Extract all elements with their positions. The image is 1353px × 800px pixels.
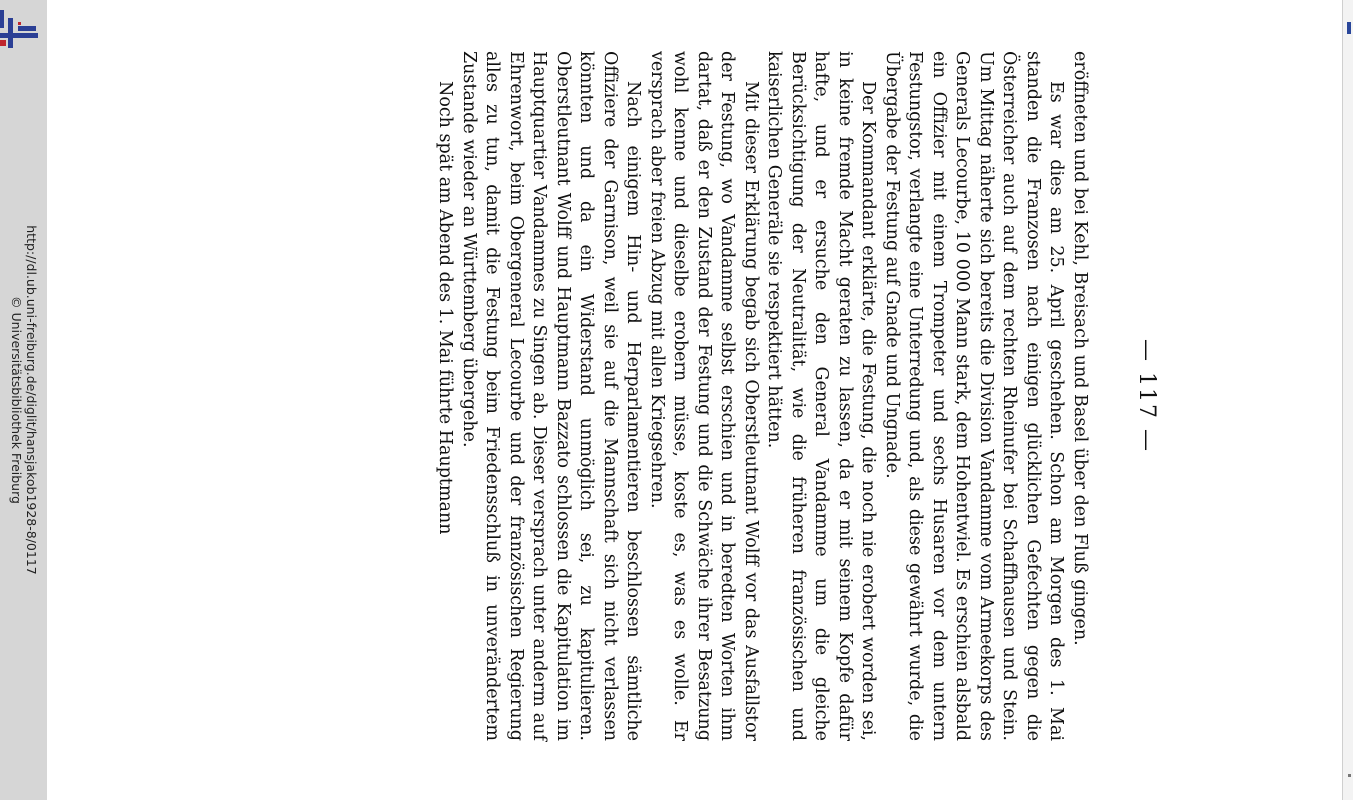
- scanned-book-page: [217, 51, 1177, 741]
- university-library-logo-icon: [0, 10, 40, 50]
- paragraph: eröffneten und bei Kehl, Breisach und Basel über den Fluß gingen.: [1070, 51, 1090, 646]
- paragraph: Mit dieser Erklärung begab sich Oberstleutnant Wolff vor das Ausfallstor der Festung, wo Vandamme selbst erschien und in beredten Worten ihm dartat, daß er den Zustand der Festung und die Schwäche ihrer Besatzung wohl kenne und dieselbe erobern müsse, koste es, was es wolle. Er versprach aber freien Abzug mit allen Kriegsehren.: [647, 51, 761, 741]
- left-margin-bar: [0, 0, 47, 800]
- source-url[interactable]: http://dl.ub.uni-freiburg.de/diglit/hansjakob1928-8/0117: [24, 225, 39, 575]
- copyright-notice: © Universitätsbibliothek Freiburg: [9, 296, 24, 504]
- paragraph: Es war dies am 25. April geschehen. Schon am Morgen des 1. Mai standen die Franzosen nach einigen glücklichen Gefechten gegen die Österreicher auch auf dem rechten Rheinufer bei Schaffhausen und Stein. Um Mittag näherte sich bereits die Division Vandamme vom Armeekorps des Generals Lecourbe, 10 000 Mann stark, dem Hohentwiel. Es erschien alsbald ein Offizier mit einem Trompeter und sechs Husaren vor dem untern Festungstor, verlangte eine Unterredung und, als diese gewährt wurde, die Übergabe der Festung auf Gnade und Ungnade.: [882, 51, 1067, 741]
- scroll-end-marker-icon: [1348, 774, 1351, 777]
- paragraph: Nach einigem Hin- und Herparlamentieren beschlossen sämtliche Offiziere der Garnison, weil sie auf die Mannschaft sich nicht verlassen könnten und da ein Widerstand unmöglich sei, zu kapitulieren. Oberstleutnant Wolff und Hauptmann Bazzato schlossen die Kapitulation im Hauptquartier Vandammes zu Singen ab. Dieser versprach unter anderm auf Ehrenwort, beim Obergeneral Lecourbe und der französischen Regierung alles zu tun, damit die Festung beim Friedensschluß in unverändertem Zustande wieder an Württemberg übergehe.: [459, 51, 644, 741]
- paragraph: Der Kommandant erklärte, die Festung, die noch nie erobert worden sei, in keine fremde Macht geraten zu lassen, da er mit seinem Kopfe dafür hafte, und er ersuche den General Vandamme um die gleiche Berücksichtigung der Neutralität, wie die früheren französischen und kaiserlichen Generäle sie respektiert hätten.: [764, 51, 879, 741]
- page-number: — 117 —: [1134, 339, 1159, 453]
- scroll-marker-icon: [1347, 22, 1351, 34]
- paragraph: Noch spät am Abend des 1. Mai führte Hauptmann: [435, 81, 456, 535]
- page-body: [211, 51, 1091, 741]
- sidebar-citation: [9, 225, 39, 575]
- right-scroll-edge[interactable]: [1342, 0, 1353, 800]
